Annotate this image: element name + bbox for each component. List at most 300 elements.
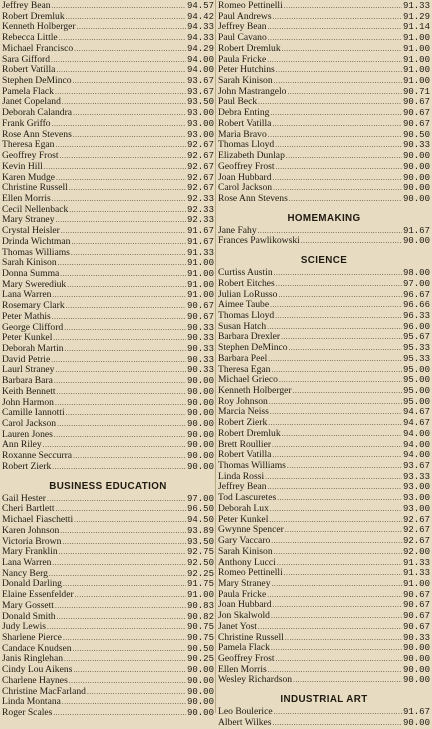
dot-leader bbox=[273, 718, 402, 729]
dot-leader bbox=[277, 558, 402, 569]
average-score: 90.00 bbox=[186, 419, 214, 430]
student-name: Candace Knudsen bbox=[2, 643, 72, 654]
list-item bbox=[2, 365, 214, 376]
student-name: Peter Kunkel bbox=[218, 514, 269, 525]
list-item bbox=[218, 418, 430, 429]
average-score: 94.00 bbox=[402, 439, 430, 450]
average-score: 94.00 bbox=[402, 450, 430, 461]
student-name: Brett Roullier bbox=[218, 439, 272, 450]
list-item bbox=[2, 226, 214, 237]
list-item bbox=[2, 65, 214, 76]
list-item bbox=[2, 183, 214, 194]
dot-leader bbox=[270, 504, 402, 515]
list-item bbox=[218, 65, 430, 76]
student-name: Geoffrey Frost bbox=[2, 151, 59, 162]
dot-leader bbox=[74, 515, 186, 526]
dot-leader bbox=[73, 644, 186, 655]
average-score: 90.33 bbox=[186, 354, 214, 365]
average-score: 90.00 bbox=[402, 151, 430, 162]
student-name: Deborah Calandra bbox=[2, 108, 73, 119]
list-item bbox=[218, 622, 430, 633]
student-name: Roxanne Seccurra bbox=[2, 451, 73, 462]
honor-list-continued-right bbox=[218, 1, 430, 205]
student-name: Theresa Egan bbox=[218, 364, 271, 375]
list-item bbox=[2, 398, 214, 409]
student-name: Frank Griffo bbox=[2, 118, 51, 129]
student-name: Carol Jackson bbox=[218, 183, 273, 194]
dot-leader bbox=[73, 76, 186, 87]
list-item bbox=[218, 568, 430, 579]
average-score: 95.00 bbox=[402, 386, 430, 396]
list-item bbox=[218, 87, 430, 98]
student-name: Barbara Drexler bbox=[218, 332, 281, 343]
student-name: Sarah Kinison bbox=[2, 258, 57, 269]
average-score: 92.67 bbox=[186, 151, 214, 162]
list-item bbox=[218, 119, 430, 130]
list-item bbox=[218, 268, 430, 279]
dot-leader bbox=[287, 461, 402, 472]
list-item bbox=[2, 665, 214, 676]
average-score: 94.29 bbox=[186, 43, 214, 54]
list-item bbox=[2, 151, 214, 162]
average-score: 91.33 bbox=[402, 1, 430, 11]
list-item bbox=[2, 504, 214, 515]
student-name: Thomas Williams bbox=[218, 461, 286, 472]
list-item bbox=[218, 558, 430, 569]
dot-leader bbox=[268, 22, 402, 33]
average-score: 91.29 bbox=[402, 11, 430, 22]
student-name: Romeo Pettinelli bbox=[218, 568, 283, 579]
average-score: 90.67 bbox=[402, 600, 430, 611]
list-item bbox=[218, 183, 430, 194]
list-item bbox=[218, 643, 430, 654]
homemaking-list bbox=[218, 226, 430, 247]
student-name: John Harmon bbox=[2, 397, 54, 408]
student-name: Sarah Kinison bbox=[218, 546, 273, 557]
list-item bbox=[218, 76, 430, 87]
dot-leader bbox=[274, 707, 402, 718]
dot-leader bbox=[58, 258, 186, 269]
average-score: 94.50 bbox=[186, 515, 214, 526]
right-column bbox=[218, 1, 430, 729]
average-score: 92.25 bbox=[186, 568, 214, 579]
student-name: Pamela Flack bbox=[218, 643, 270, 654]
average-score: 92.67 bbox=[402, 514, 430, 525]
dot-leader bbox=[277, 493, 402, 504]
list-item bbox=[218, 407, 430, 418]
list-item bbox=[2, 708, 214, 719]
dot-leader bbox=[75, 590, 186, 601]
dot-leader bbox=[268, 665, 402, 676]
average-score: 94.67 bbox=[402, 407, 430, 418]
list-item bbox=[218, 322, 430, 333]
dot-leader bbox=[272, 450, 402, 461]
dot-leader bbox=[289, 194, 402, 205]
average-score: 93.50 bbox=[186, 97, 214, 108]
average-score: 91.00 bbox=[402, 65, 430, 76]
dot-leader bbox=[59, 33, 186, 44]
student-name: Peter Hutchins bbox=[218, 65, 275, 76]
student-name: Kevin Hill bbox=[2, 161, 43, 172]
dot-leader bbox=[270, 407, 402, 418]
dot-leader bbox=[60, 269, 186, 280]
dot-leader bbox=[65, 344, 186, 355]
dot-leader bbox=[55, 140, 186, 151]
list-item bbox=[2, 697, 214, 708]
dot-leader bbox=[56, 504, 186, 515]
average-score: 96.66 bbox=[402, 300, 430, 311]
dot-leader bbox=[57, 387, 186, 398]
dot-leader bbox=[271, 611, 402, 622]
average-score: 93.67 bbox=[186, 76, 214, 87]
average-score: 91.00 bbox=[186, 258, 214, 269]
average-score: 90.00 bbox=[402, 675, 430, 686]
student-name: Michael Grieco bbox=[218, 375, 278, 386]
average-score: 94.67 bbox=[402, 418, 430, 429]
list-item bbox=[2, 644, 214, 655]
student-name: Robert Dremluk bbox=[218, 43, 281, 54]
student-name: Peter Mathis bbox=[2, 311, 51, 322]
average-score: 92.67 bbox=[186, 161, 214, 172]
average-score: 92.33 bbox=[186, 193, 214, 204]
dot-leader bbox=[273, 12, 402, 23]
student-name: Janet Copeland bbox=[2, 97, 61, 108]
list-item bbox=[2, 494, 214, 505]
average-score: 90.67 bbox=[402, 621, 430, 632]
average-score: 95.33 bbox=[402, 353, 430, 364]
student-name: Mary Swerediuk bbox=[2, 279, 67, 290]
dot-leader bbox=[52, 1, 186, 12]
student-name: Deborah Lux bbox=[218, 503, 269, 514]
dot-leader bbox=[286, 151, 402, 162]
dot-leader bbox=[47, 494, 186, 505]
dot-leader bbox=[62, 537, 186, 548]
dot-leader bbox=[282, 429, 402, 440]
dot-leader bbox=[272, 579, 402, 590]
list-item bbox=[218, 429, 430, 440]
average-score: 90.00 bbox=[186, 386, 214, 397]
student-name: Charlene Haynes bbox=[2, 675, 68, 686]
average-score: 90.33 bbox=[186, 344, 214, 354]
list-item bbox=[218, 300, 430, 311]
list-item bbox=[2, 258, 214, 269]
student-name: Sarah Kinison bbox=[218, 76, 273, 87]
average-score: 92.75 bbox=[186, 547, 214, 558]
average-score: 94.00 bbox=[186, 65, 214, 76]
student-name: Gwynne Spencer bbox=[218, 525, 284, 536]
student-name: Lauren Jones bbox=[2, 429, 53, 440]
dot-leader bbox=[54, 430, 186, 441]
list-item bbox=[2, 515, 214, 526]
dot-leader bbox=[55, 601, 186, 612]
list-item bbox=[2, 290, 214, 301]
dot-leader bbox=[267, 322, 402, 333]
dot-leader bbox=[51, 55, 186, 66]
dot-leader bbox=[265, 472, 402, 483]
average-score: 90.33 bbox=[402, 140, 430, 151]
honor-list-continued bbox=[2, 1, 214, 473]
dot-leader bbox=[73, 130, 186, 141]
list-item bbox=[2, 408, 214, 419]
dot-leader bbox=[61, 226, 186, 237]
student-name: Rosemary Clark bbox=[2, 301, 65, 312]
average-score: 90.50 bbox=[402, 129, 430, 140]
list-item bbox=[2, 55, 214, 66]
dot-leader bbox=[285, 633, 402, 644]
dot-leader bbox=[267, 55, 402, 66]
dot-leader bbox=[273, 600, 402, 611]
dot-leader bbox=[52, 558, 186, 569]
student-name: David Petrie bbox=[2, 354, 51, 365]
student-name: Camille Iannotti bbox=[2, 408, 65, 419]
average-score: 93.00 bbox=[186, 118, 214, 129]
average-score: 90.33 bbox=[186, 322, 214, 333]
dot-leader bbox=[284, 1, 402, 12]
list-item bbox=[218, 515, 430, 526]
average-score: 91.67 bbox=[402, 225, 430, 236]
list-item bbox=[2, 33, 214, 44]
dot-leader bbox=[269, 397, 402, 408]
student-name: Ellen Morris bbox=[218, 664, 267, 675]
list-item bbox=[218, 226, 430, 237]
average-score: 91.00 bbox=[186, 279, 214, 290]
average-score: 93.00 bbox=[186, 108, 214, 119]
list-item bbox=[2, 269, 214, 280]
average-score: 93.33 bbox=[402, 471, 430, 482]
list-item bbox=[2, 215, 214, 226]
section-heading-business-education: BUSINESS EDUCATION bbox=[49, 480, 167, 492]
list-item bbox=[2, 676, 214, 687]
student-name: Jeffrey Bean bbox=[218, 482, 267, 493]
average-score: 90.67 bbox=[186, 311, 214, 322]
dot-leader bbox=[52, 462, 186, 473]
list-item bbox=[218, 140, 430, 151]
dot-leader bbox=[272, 440, 402, 451]
list-item bbox=[218, 55, 430, 66]
dot-leader bbox=[268, 33, 402, 44]
dot-leader bbox=[55, 87, 186, 98]
dot-leader bbox=[284, 568, 402, 579]
list-item bbox=[2, 108, 214, 119]
dot-leader bbox=[293, 675, 402, 686]
list-item bbox=[2, 376, 214, 387]
average-score: 90.50 bbox=[186, 643, 214, 654]
average-score: 90.00 bbox=[402, 236, 430, 247]
dot-leader bbox=[270, 300, 402, 311]
list-item bbox=[218, 461, 430, 472]
average-score: 90.75 bbox=[186, 622, 214, 633]
average-score: 92.67 bbox=[186, 140, 214, 151]
list-item bbox=[2, 22, 214, 33]
student-name: Curtiss Austin bbox=[218, 268, 273, 279]
dot-leader bbox=[278, 290, 402, 301]
student-name: Theresa Egan bbox=[2, 140, 55, 151]
average-score: 90.00 bbox=[402, 664, 430, 675]
average-score: 91.00 bbox=[186, 268, 214, 279]
dot-leader bbox=[274, 268, 402, 279]
list-item bbox=[218, 194, 430, 205]
average-score: 97.00 bbox=[402, 278, 430, 289]
student-name: Karen Johnson bbox=[2, 525, 60, 536]
average-score: 90.67 bbox=[402, 118, 430, 129]
student-name: Stephen DeMinco bbox=[2, 76, 72, 87]
student-name: Christine Russell bbox=[218, 632, 284, 643]
average-score: 90.67 bbox=[402, 108, 430, 119]
list-item bbox=[218, 665, 430, 676]
dot-leader bbox=[274, 547, 402, 558]
student-name: Michael Francisco bbox=[2, 43, 74, 54]
list-item bbox=[218, 482, 430, 493]
list-item bbox=[218, 611, 430, 622]
student-name: Joan Hubbard bbox=[218, 600, 272, 611]
dot-leader bbox=[273, 183, 402, 194]
list-item bbox=[2, 687, 214, 698]
list-item bbox=[218, 1, 430, 12]
list-item bbox=[218, 97, 430, 108]
student-name: Deborah Martin bbox=[2, 344, 64, 354]
list-item bbox=[218, 547, 430, 558]
student-name: Thomas Lloyd bbox=[218, 310, 275, 321]
list-item bbox=[218, 525, 430, 536]
dot-leader bbox=[47, 622, 186, 633]
dot-leader bbox=[69, 205, 186, 216]
student-name: Michael Fiaschetti bbox=[2, 515, 74, 526]
student-name: Elizabeth Dunlap bbox=[218, 151, 285, 162]
dot-leader bbox=[60, 151, 186, 162]
average-score: 90.00 bbox=[402, 717, 430, 728]
dot-leader bbox=[55, 365, 186, 376]
average-score: 90.75 bbox=[186, 632, 214, 643]
list-item bbox=[218, 590, 430, 601]
list-item bbox=[2, 140, 214, 151]
dot-leader bbox=[275, 140, 402, 151]
average-score: 91.00 bbox=[402, 76, 430, 87]
average-score: 90.00 bbox=[186, 461, 214, 472]
average-score: 91.14 bbox=[402, 22, 430, 33]
average-score: 91.75 bbox=[186, 579, 214, 590]
average-score: 95.00 bbox=[402, 396, 430, 407]
list-item bbox=[218, 151, 430, 162]
student-name: Sharlene Pierce bbox=[2, 632, 62, 643]
student-name: Nancy Berg bbox=[2, 568, 48, 579]
list-item bbox=[2, 355, 214, 366]
student-name: Linda Montana bbox=[2, 697, 61, 708]
student-name: Cindy Lou Aikens bbox=[2, 665, 73, 676]
dot-leader bbox=[53, 708, 186, 719]
list-item bbox=[218, 600, 430, 611]
dot-leader bbox=[57, 419, 186, 430]
student-name: Elaine Essenfelder bbox=[2, 590, 74, 601]
dot-leader bbox=[53, 333, 186, 344]
dot-leader bbox=[71, 237, 186, 248]
average-score: 90.00 bbox=[186, 397, 214, 408]
student-name: Lana Warren bbox=[2, 290, 52, 301]
list-item bbox=[218, 33, 430, 44]
student-name: Paul Beck bbox=[218, 97, 258, 108]
list-item bbox=[2, 248, 214, 259]
average-score: 92.67 bbox=[186, 172, 214, 183]
average-score: 92.33 bbox=[186, 204, 214, 215]
average-score: 96.50 bbox=[186, 504, 214, 515]
student-name: Mary Straney bbox=[2, 215, 55, 226]
dot-leader bbox=[268, 130, 402, 141]
student-name: Karen Mudge bbox=[2, 172, 56, 183]
student-name: Jon Skalwold bbox=[218, 611, 270, 622]
dot-leader bbox=[275, 311, 402, 322]
student-name: Sara Gifford bbox=[2, 54, 51, 65]
list-item bbox=[218, 440, 430, 451]
average-score: 90.00 bbox=[402, 183, 430, 194]
student-name: Keith Bennett bbox=[2, 386, 56, 397]
business-education-list bbox=[2, 494, 214, 719]
student-name: Robert Dremluk bbox=[2, 11, 65, 22]
list-item bbox=[218, 579, 430, 590]
student-name: Geoffrey Frost bbox=[218, 653, 275, 664]
average-score: 94.00 bbox=[402, 428, 430, 439]
list-item bbox=[218, 472, 430, 483]
dot-leader bbox=[60, 526, 186, 537]
student-name: Frances Pawlikowski bbox=[218, 236, 300, 247]
student-name: Jeffrey Bean bbox=[2, 1, 51, 11]
student-name: Debra Enting bbox=[218, 108, 270, 119]
student-name: Donald Smith bbox=[2, 611, 56, 622]
student-name: Paul Andrews bbox=[218, 11, 272, 22]
average-score: 93.00 bbox=[402, 503, 430, 514]
dot-leader bbox=[66, 408, 186, 419]
list-item bbox=[218, 130, 430, 141]
dot-leader bbox=[63, 633, 186, 644]
list-item bbox=[2, 430, 214, 441]
average-score: 91.67 bbox=[186, 236, 214, 247]
list-item bbox=[2, 44, 214, 55]
student-name: Ann Riley bbox=[2, 440, 42, 451]
dot-leader bbox=[52, 312, 186, 323]
average-score: 91.33 bbox=[402, 557, 430, 568]
student-name: Roger Scales bbox=[2, 708, 53, 718]
dot-leader bbox=[271, 643, 402, 654]
student-name: Cheri Bartlett bbox=[2, 504, 55, 515]
list-item bbox=[218, 450, 430, 461]
list-item bbox=[2, 87, 214, 98]
average-score: 90.67 bbox=[402, 611, 430, 622]
dot-leader bbox=[301, 236, 402, 247]
average-score: 90.33 bbox=[402, 632, 430, 643]
list-item bbox=[218, 397, 430, 408]
average-score: 95.00 bbox=[402, 375, 430, 386]
list-item bbox=[2, 162, 214, 173]
average-score: 90.00 bbox=[186, 665, 214, 676]
list-item bbox=[2, 237, 214, 248]
list-item bbox=[218, 504, 430, 515]
average-score: 91.00 bbox=[402, 33, 430, 44]
list-item bbox=[218, 536, 430, 547]
science-list bbox=[218, 268, 430, 686]
average-score: 95.33 bbox=[402, 343, 430, 354]
student-name: Leo Boulerice bbox=[218, 707, 273, 718]
list-item bbox=[2, 654, 214, 665]
student-name: Tod Lascuretes bbox=[218, 493, 277, 504]
list-item bbox=[218, 12, 430, 23]
dot-leader bbox=[285, 525, 402, 536]
average-score: 92.50 bbox=[186, 557, 214, 568]
dot-leader bbox=[64, 654, 186, 665]
student-name: Janis Ringlehan bbox=[2, 654, 64, 665]
dot-leader bbox=[273, 173, 402, 184]
average-score: 95.67 bbox=[402, 332, 430, 343]
dot-leader bbox=[63, 579, 186, 590]
list-item bbox=[2, 301, 214, 312]
average-score: 94.42 bbox=[186, 11, 214, 22]
